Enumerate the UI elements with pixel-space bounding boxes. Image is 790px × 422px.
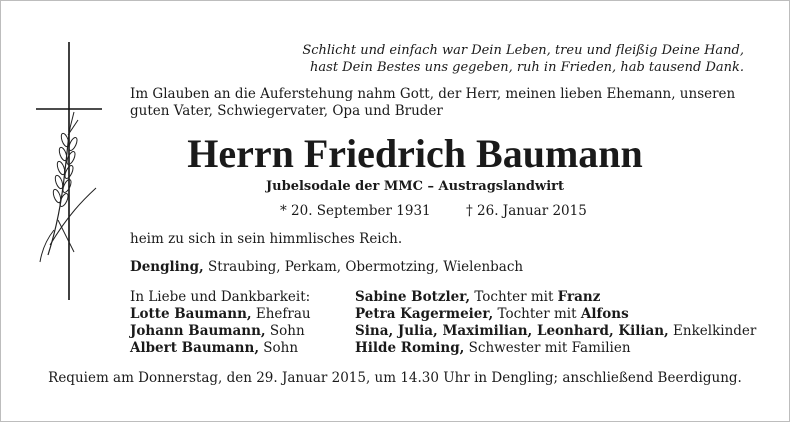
mourner-entry: Sina, Julia, Maximilian, Leonhard, Kilian, Enkelkinder <box>355 323 757 339</box>
motto-line-2: hast Dein Bestes uns gegeben, ruh in Frieden, hab tausend Dank. <box>310 60 744 75</box>
mourner-entry: Hilde Roming, Schwester mit Familien <box>355 340 631 356</box>
deceased-title: Jubelsodale der MMC – Austragslandwirt <box>266 179 564 194</box>
deceased-name: Herrn Friedrich Baumann <box>187 131 643 176</box>
mourners-right-column <box>355 289 756 357</box>
requiem-line: Requiem am Donnerstag, den 29. Januar 2015, um 14.30 Uhr in Dengling; anschließend Beerdigung. <box>48 370 742 386</box>
mourner-entry: Johann Baumann, Sohn <box>130 323 305 339</box>
birth-date: * 20. September 1931 <box>280 203 431 219</box>
motto-line-1: Schlicht und einfach war Dein Leben, treu und fleißig Deine Hand, <box>302 43 744 58</box>
mourner-entry: In Liebe und Dankbarkeit: <box>130 289 311 305</box>
intro-line-1: Im Glauben an die Auferstehung nahm Gott, der Herr, meinen lieben Ehemann, unseren <box>130 86 736 102</box>
mourner-entry: Lotte Baumann, Ehefrau <box>130 306 311 322</box>
intro-line-2: guten Vater, Schwiegervater, Opa und Bruder <box>130 103 443 119</box>
place-main: Dengling, <box>130 259 204 275</box>
mourners-left-column <box>130 289 311 357</box>
mourner-entry: Petra Kagermeier, Tochter mit Alfons <box>355 306 629 322</box>
death-date: † 26. Januar 2015 <box>466 203 587 219</box>
mourner-entry: Albert Baumann, Sohn <box>130 340 299 356</box>
heavenly-kingdom-line: heim zu sich in sein himmlisches Reich. <box>130 231 403 247</box>
places-rest: Straubing, Perkam, Obermotzing, Wielenbach <box>203 259 524 275</box>
cross-wheat-icon <box>28 40 108 302</box>
mourner-entry: Sabine Botzler, Tochter mit Franz <box>355 289 601 305</box>
places-line <box>130 259 523 276</box>
